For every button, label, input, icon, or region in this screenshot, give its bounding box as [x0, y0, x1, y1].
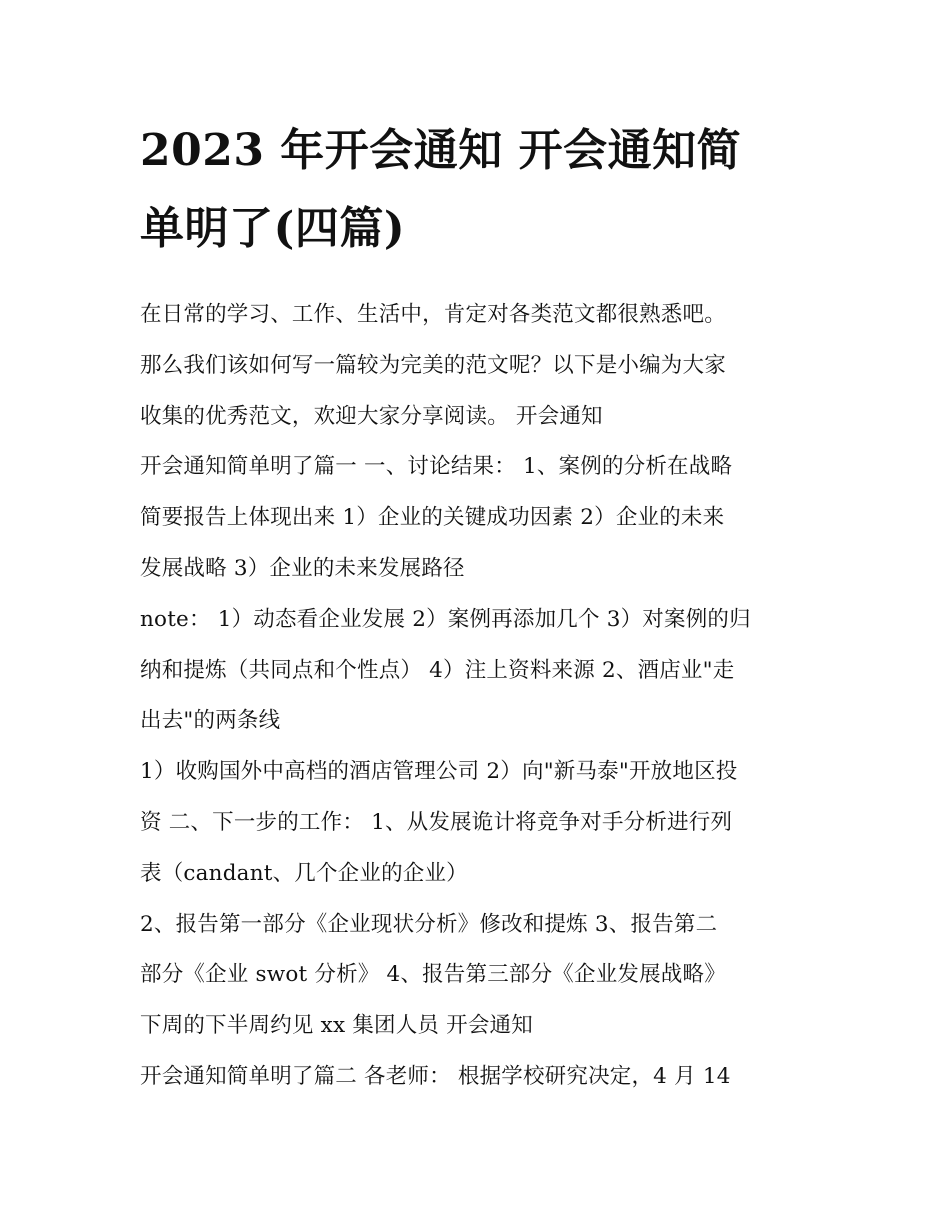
- body-line: 1）收购国外中高档的酒店管理公司 2）向"新马泰"开放地区投: [140, 759, 738, 785]
- document-title: [140, 112, 820, 268]
- title-line-1: 2023 年开会通知 开会通知简: [140, 125, 742, 176]
- body-line: 下周的下半周约见 xx 集团人员 开会通知: [140, 1013, 533, 1039]
- document-body: [140, 290, 820, 1103]
- body-line: 收集的优秀范文，欢迎大家分享阅读。 开会通知: [140, 403, 603, 429]
- body-line: 开会通知简单明了篇一 一、讨论结果： 1、案例的分析在战略: [140, 454, 733, 480]
- body-line: 那么我们该如何写一篇较为完美的范文呢？以下是小编为大家: [140, 352, 726, 378]
- body-line: 简要报告上体现出来 1）企业的关键成功因素 2）企业的未来: [140, 505, 725, 531]
- body-line: 资 二、下一步的工作： 1、从发展诡计将竞争对手分析进行列: [140, 809, 733, 835]
- title-line-2: 单明了(四篇): [140, 203, 406, 254]
- body-line: 2、报告第一部分《企业现状分析》修改和提炼 3、报告第二: [140, 911, 718, 937]
- body-line: 部分《企业 swot 分析》 4、报告第三部分《企业发展战略》: [140, 962, 726, 988]
- body-line: 在日常的学习、工作、生活中，肯定对各类范文都很熟悉吧。: [140, 302, 726, 327]
- body-line: note： 1）动态看企业发展 2）案例再添加几个 3）对案例的归: [140, 606, 751, 632]
- document-page: [140, 112, 820, 1103]
- body-line: 开会通知简单明了篇二 各老师： 根据学校研究决定，4 月 14: [140, 1063, 731, 1089]
- body-line: 出去"的两条线: [140, 708, 281, 734]
- body-line: 发展战略 3）企业的未来发展路径: [140, 555, 465, 581]
- body-line: 表（candant、几个企业的企业）: [140, 860, 468, 886]
- body-line: 纳和提炼（共同点和个性点） 4）注上资料来源 2、酒店业"走: [140, 657, 735, 683]
